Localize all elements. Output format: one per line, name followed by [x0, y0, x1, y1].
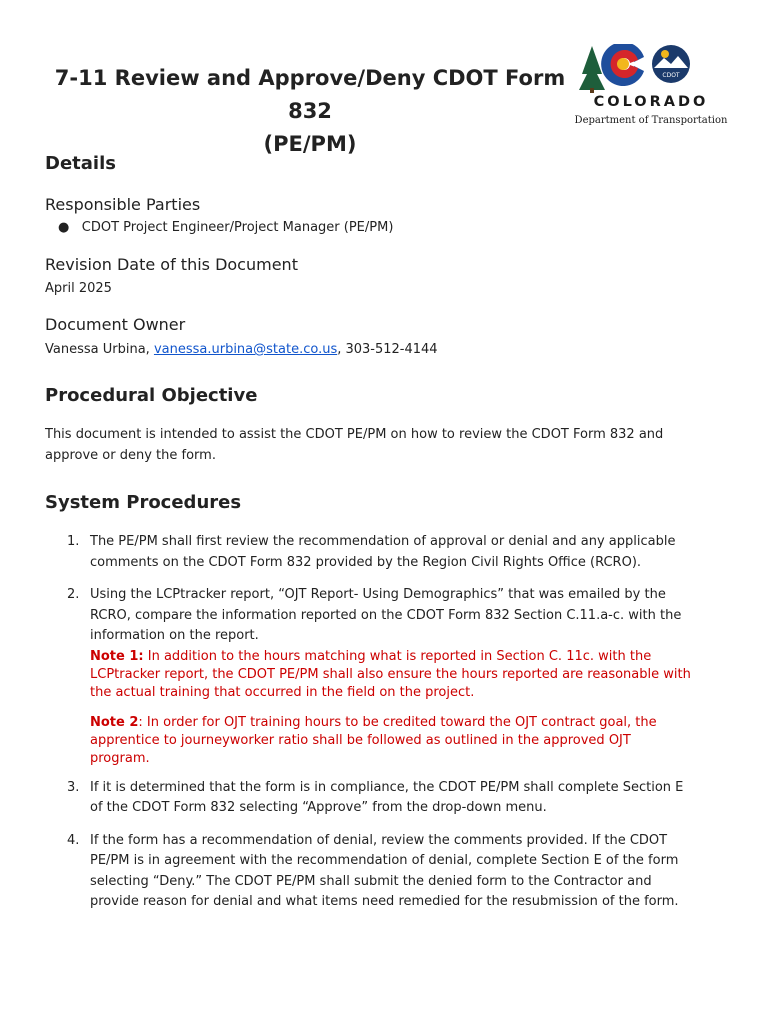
step-text-line: comments on the CDOT Form 832 provided by the Region Civil Rights Office (RCRO). [90, 554, 642, 570]
step-text-line: PE/PM is in agreement with the recommendation of denial, complete Section E of the form [90, 853, 679, 868]
note-text-line: : In order for OJT training hours to be credited toward the OJT contract goal, the [138, 714, 657, 730]
step-text-line: selecting “Deny.” The CDOT PE/PM shall submit the denied form to the Contractor and [90, 873, 652, 889]
document-owner [45, 339, 438, 360]
note-text-line: LCPtracker report, the CDOT PE/PM shall also ensure the hours reported are reasonable with [90, 666, 691, 682]
note-1 [90, 648, 735, 702]
note-text-line: apprentice to journeyworker ratio shall be followed as outlined in the approved OJT [90, 732, 631, 748]
system-procedures-heading: System Procedures [45, 492, 242, 513]
step-text-line: provide reason for denial and what items need remedied for the resubmission of the form. [90, 894, 679, 909]
step-text-line: of the CDOT Form 832 selecting “Approve” from the drop-down menu. [90, 800, 547, 815]
procedure-step-2 [45, 585, 735, 768]
owner-email-link[interactable]: vanessa.urbina@state.co.us [153, 342, 338, 357]
step-text-line: The PE/PM shall first review the recommendation of approval or denial and any applicable [90, 534, 676, 549]
list-item: ● CDOT Project Engineer/Project Manager (PE/PM) [58, 220, 394, 235]
colorado-logo-icon [568, 44, 734, 94]
revision-date: April 2025 [45, 281, 112, 296]
responsible-parties-heading: Responsible Parties [45, 195, 201, 214]
revision-date-heading: Revision Date of this Document [45, 255, 298, 274]
logo-name: COLORADO [593, 94, 709, 110]
step-text-line: If it is determined that the form is in compliance, the CDOT PE/PM shall complete Section E [90, 779, 684, 795]
objective-text [45, 424, 663, 466]
owner-phone: , 303-512-4144 [337, 342, 438, 357]
note-2 [90, 714, 735, 768]
note-2-label: Note 2 [90, 714, 139, 730]
logo-badge-text: CDOT [662, 72, 680, 79]
cdot-logo [568, 44, 734, 132]
step-number: 4. [67, 832, 80, 848]
objective-line-1: This document is intended to assist the CDOT PE/PM on how to review the CDOT Form 832 and [45, 427, 664, 442]
step-text-line: information on the report. [90, 628, 259, 643]
logo-department: Department of Transportation [574, 115, 728, 126]
note-text-line: the actual training that occurred in the field on the project. [90, 684, 475, 700]
procedure-step-3 [45, 778, 735, 819]
procedural-objective-heading: Procedural Objective [45, 385, 258, 406]
step-number: 1. [67, 534, 80, 549]
details-heading: Details [45, 153, 116, 174]
step-text-line: RCRO, compare the information reported on the CDOT Form 832 Section C.11.a-c. with the [90, 607, 682, 623]
title-line-2: (PE/PM) [263, 132, 357, 156]
note-text-line: program. [90, 750, 150, 766]
step-text-line: If the form has a recommendation of denial, review the comments provided. If the CDOT [90, 832, 668, 848]
step-number: 3. [67, 779, 80, 795]
step-number: 2. [67, 587, 80, 602]
objective-line-2: approve or deny the form. [45, 448, 216, 463]
procedure-step-1 [45, 532, 735, 573]
title-line-1: 7-11 Review and Approve/Deny CDOT Form 832 [54, 66, 566, 123]
owner-name: Vanessa Urbina, [45, 342, 154, 357]
responsible-party: CDOT Project Engineer/Project Manager (PE/PM) [81, 220, 394, 235]
page-title [40, 62, 580, 161]
note-1-label: Note 1: [90, 648, 144, 664]
procedure-steps [45, 532, 735, 913]
step-text-line: Using the LCPtracker report, “OJT Report- Using Demographics” that was emailed by the [90, 587, 666, 602]
procedure-step-4 [45, 831, 735, 913]
document-owner-heading: Document Owner [45, 315, 186, 334]
note-text-line: In addition to the hours matching what is reported in Section C. 11c. with the [143, 648, 652, 664]
